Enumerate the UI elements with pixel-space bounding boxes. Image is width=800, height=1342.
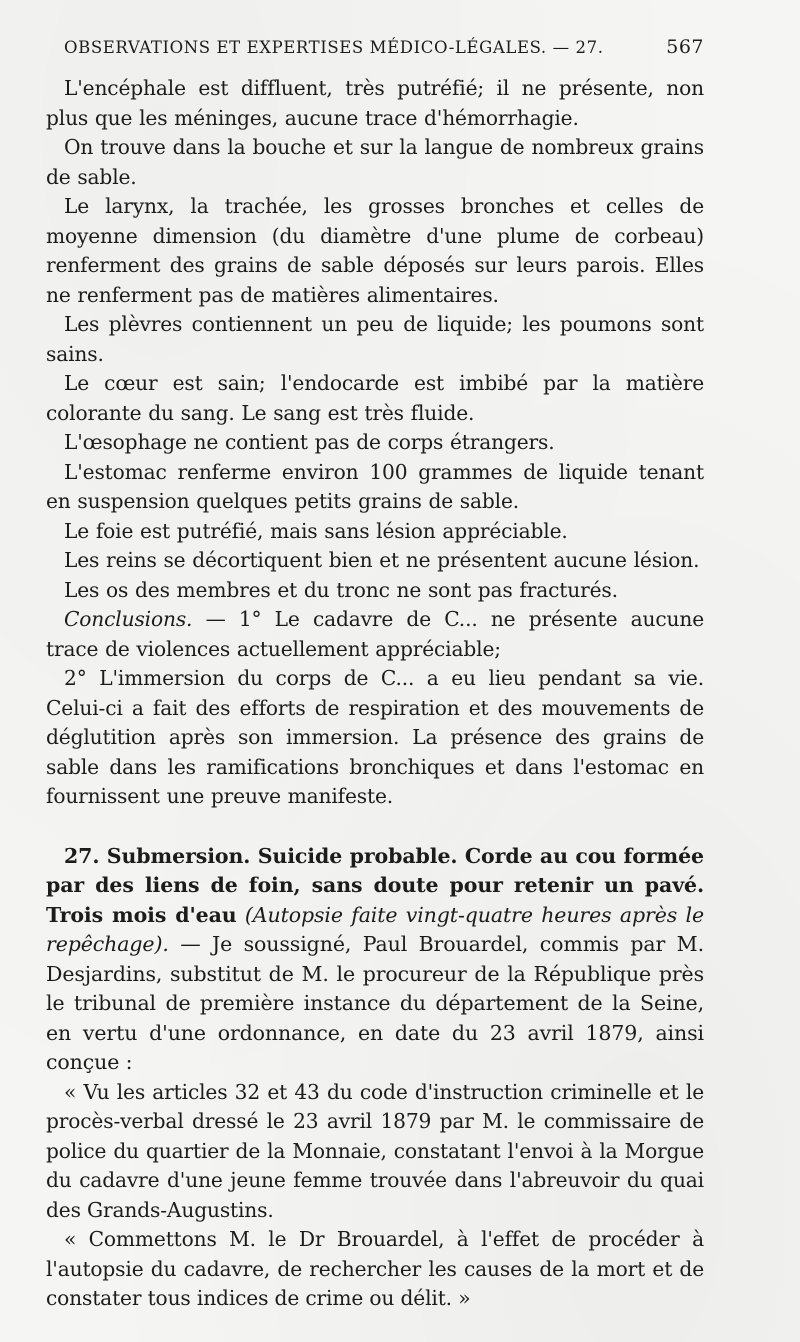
paragraph-reins: Les reins se décortiquent bien et ne présentent aucune lésion. [64,548,700,572]
paragraph-bouche: On trouve dans la bouche et sur la langue de nombreux grains de sable. [46,135,704,189]
case-title: 27. Submersion. Suicide probable. Corde au cou formée par des liens de foin, sans doute pour retenir un pavé. Trois mois d'eau [46,843,704,927]
quote-vu-les-articles: « Vu les articles 32 et 43 du code d'instruction criminelle et le procès-verbal dressé le 23 avril 1879 par M. le commissaire de police du quartier de la Monnaie, constatant l'envoi à la Morgue du cadavre d'une jeune femme trouvée dans l'abreuvoir du quai des Grands-Augustins. [46,1079,704,1222]
conclusions-paragraph [46,605,704,664]
paragraph-larynx: Le larynx, la trachée, les grosses bronches et celles de moyenne dimension (du diamètre d'une plume de corbeau) renferment des grains de sable déposés sur leurs parois. Elles ne renferment pas de matières alimentaires. [46,194,704,307]
case-intro: — Je soussigné, Paul Brouardel, commis par M. Desjardins, substitut de M. le procureur de la République près le tribunal de première instance du département de la Seine, en vertu d'une ordonnance, en date du 23 avril 1879, ainsi conçue : [46,932,704,1074]
quote-commettons: « Commettons M. le Dr Brouardel, à l'effet de procéder à l'autopsie du cadavre, de rechercher les causes de la mort et de constater tous indices de crime ou délit. » [46,1227,704,1310]
paragraph-os: Les os des membres et du tronc ne sont pas fracturés. [64,577,618,602]
paragraph-oesophage: L'œsophage ne contient pas de corps étrangers. [64,430,555,454]
paragraph-coeur: Le cœur est sain; l'endocarde est imbibé par la matière colorante du sang. Le sang est très fluide. [46,371,704,425]
page-header [64,36,704,74]
paragraph-estomac: L'estomac renferme environ 100 grammes de liquide tenant en suspension quelques petits grains de sable. [46,459,704,513]
conclusions-label: Conclusions. [64,607,193,631]
case-heading [46,842,704,1078]
paragraph-foie: Le foie est putréfié, mais sans lésion appréciable. [64,518,568,543]
page-number: 567 [666,36,704,58]
section-gap [46,812,704,842]
paragraph-plevres: Les plèvres contiennent un peu de liquide; les poumons sont sains. [46,312,704,366]
running-title: OBSERVATIONS ET EXPERTISES MÉDICO-LÉGALES. — 27. [64,38,604,57]
paragraph-encephale: L'encéphale est diffluent, très putréfié; il ne présente, non plus que les méninges, aucune trace d'hémorrhagie. [46,76,704,130]
case-subtitle: (Autopsie faite vingt-quatre heures après le repêchage). [46,902,704,956]
conclusion-point-2: 2° L'immersion du corps de C... a eu lieu pendant sa vie. Celui-ci a fait des efforts de respiration et des mouvements de déglutition après son immersion. La présence des grains de sable dans les ramifications bronchiques et dans l'estomac en fournissent une preuve manifeste. [46,666,704,808]
conclusion-point-1: — 1° Le cadavre de C... ne présente aucune trace de violences actuellement appréciable; [46,607,704,661]
